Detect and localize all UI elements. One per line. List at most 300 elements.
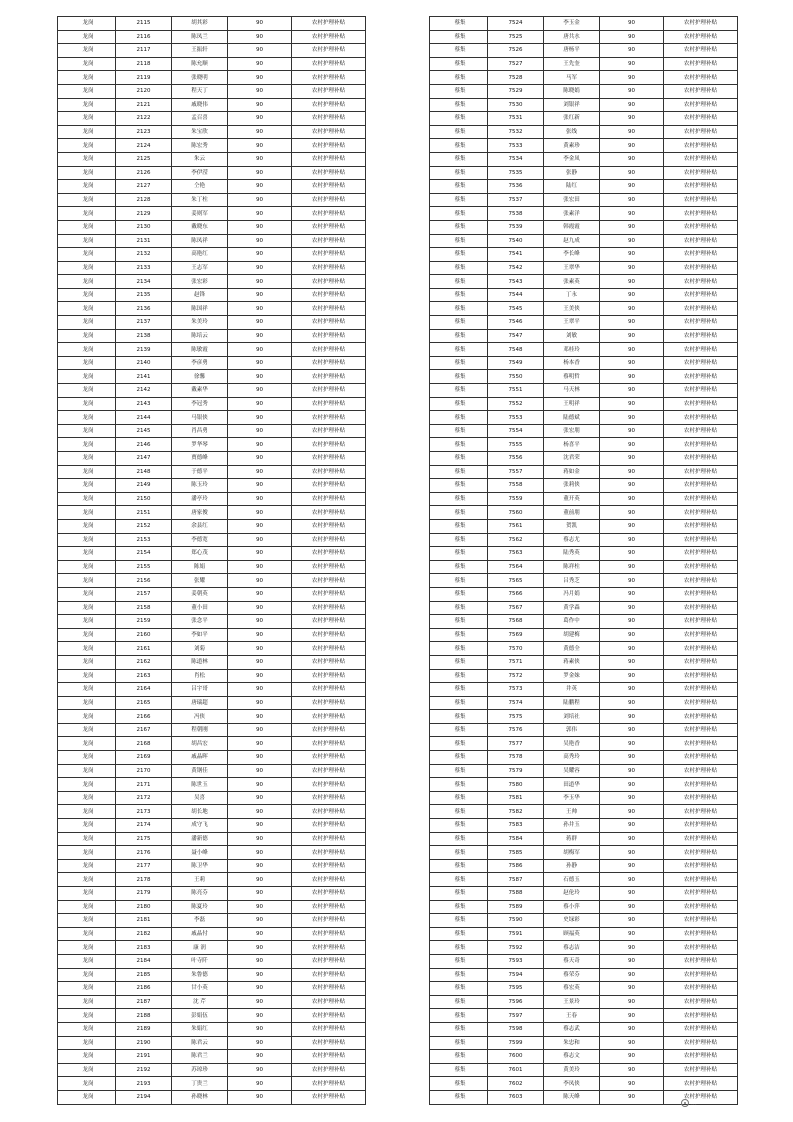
amount-cell: 90 [600,329,664,343]
name-cell: 李伊滢 [172,166,228,180]
table-row [58,166,366,180]
subsidy-type-cell: 农村护理补贴 [292,465,366,479]
id-cell: 2180 [116,900,172,914]
id-cell: 2149 [116,479,172,493]
name-cell: 朱美玲 [172,316,228,330]
id-cell: 2128 [116,193,172,207]
name-cell: 马银侠 [172,411,228,425]
village-cell: 龙岗 [58,791,116,805]
amount-cell: 90 [600,316,664,330]
amount-cell: 90 [600,737,664,751]
id-cell: 7534 [488,152,544,166]
id-cell: 7540 [488,234,544,248]
village-cell: 龙岗 [58,207,116,221]
village-cell: 龙岗 [58,17,116,31]
village-cell: 龙岗 [58,506,116,520]
village-cell: 龙岗 [58,125,116,139]
amount-cell: 90 [600,84,664,98]
name-cell: 王帅 [544,805,600,819]
amount-cell: 90 [228,316,292,330]
name-cell: 李磊 [172,914,228,928]
table-row [430,819,738,833]
subsidy-type-cell: 农村护理补贴 [292,832,366,846]
id-cell: 2178 [116,873,172,887]
village-cell: 蔡集 [430,519,488,533]
subsidy-type-cell: 农村护理补贴 [664,438,738,452]
table-row [430,601,738,615]
amount-cell: 90 [228,438,292,452]
subsidy-type-cell: 农村护理补贴 [664,152,738,166]
amount-cell: 90 [600,533,664,547]
table-row [58,669,366,683]
id-cell: 2118 [116,57,172,71]
table-row [430,737,738,751]
amount-cell: 90 [228,927,292,941]
subsidy-type-cell: 农村护理补贴 [664,628,738,642]
village-cell: 龙岗 [58,547,116,561]
id-cell: 2175 [116,832,172,846]
subsidy-type-cell: 农村护理补贴 [292,384,366,398]
village-cell: 龙岗 [58,873,116,887]
table-row [430,560,738,574]
village-cell: 龙岗 [58,859,116,873]
id-cell: 2140 [116,356,172,370]
amount-cell: 90 [228,17,292,31]
name-cell: 唐瑞超 [172,696,228,710]
table-row [58,71,366,85]
amount-cell: 90 [228,547,292,561]
name-cell: 邓桂玲 [544,343,600,357]
amount-cell: 90 [600,723,664,737]
amount-cell: 90 [600,547,664,561]
id-cell: 7548 [488,343,544,357]
subsidy-type-cell: 农村护理补贴 [664,819,738,833]
name-cell: 王春 [544,1009,600,1023]
subsidy-type-cell: 农村护理补贴 [664,44,738,58]
subsidy-type-cell: 农村护理补贴 [292,17,366,31]
name-cell: 杨喜平 [544,438,600,452]
table-row [58,302,366,316]
id-cell: 2131 [116,234,172,248]
table-row [58,778,366,792]
name-cell: 潘亭玲 [172,492,228,506]
amount-cell: 90 [600,791,664,805]
village-cell: 龙岗 [58,887,116,901]
village-cell: 龙岗 [58,452,116,466]
id-cell: 2144 [116,411,172,425]
name-cell: 韩霞霞 [544,220,600,234]
name-cell: 蔡志洁 [544,941,600,955]
subsidy-type-cell: 农村护理补贴 [292,180,366,194]
amount-cell: 90 [228,737,292,751]
subsidy-type-cell: 农村护理补贴 [292,1009,366,1023]
amount-cell: 90 [600,125,664,139]
name-cell: 陈天峰 [544,1090,600,1104]
table-row [430,669,738,683]
village-cell: 蔡集 [430,492,488,506]
table-row [58,914,366,928]
name-cell: 朱云 [172,152,228,166]
village-cell: 龙岗 [58,152,116,166]
amount-cell: 90 [600,17,664,31]
subsidy-type-cell: 农村护理补贴 [664,506,738,520]
subsidy-type-cell: 农村护理补贴 [664,723,738,737]
village-cell: 龙岗 [58,479,116,493]
name-cell: 董前朋 [544,506,600,520]
table-row [58,492,366,506]
subsidy-type-cell: 农村护理补贴 [664,791,738,805]
village-cell: 蔡集 [430,139,488,153]
table-row [430,207,738,221]
village-cell: 龙岗 [58,112,116,126]
village-cell: 蔡集 [430,560,488,574]
id-cell: 2145 [116,424,172,438]
amount-cell: 90 [600,288,664,302]
amount-cell: 90 [228,193,292,207]
village-cell: 龙岗 [58,1022,116,1036]
name-cell: 朱宝欣 [172,125,228,139]
id-cell: 7596 [488,995,544,1009]
amount-cell: 90 [228,44,292,58]
name-cell: 黄学森 [544,601,600,615]
subsidy-type-cell: 农村护理补贴 [292,424,366,438]
id-cell: 7559 [488,492,544,506]
village-cell: 龙岗 [58,57,116,71]
village-cell: 蔡集 [430,696,488,710]
table-row [430,574,738,588]
village-cell: 龙岗 [58,1009,116,1023]
table-row [58,17,366,31]
id-cell: 2154 [116,547,172,561]
table-row [430,112,738,126]
village-cell: 蔡集 [430,805,488,819]
table-row [430,954,738,968]
table-row [58,479,366,493]
name-cell: 黄德全 [544,642,600,656]
table-row [430,764,738,778]
id-cell: 7569 [488,628,544,642]
name-cell: 陈凤祥 [172,234,228,248]
name-cell: 陈亮芬 [172,887,228,901]
table-row [430,1050,738,1064]
table-row [430,98,738,112]
table-row [430,180,738,194]
name-cell: 聂小峰 [172,846,228,860]
name-cell: 戚晓伟 [172,98,228,112]
village-cell: 龙岗 [58,275,116,289]
table-row [58,411,366,425]
subsidy-type-cell: 农村护理补贴 [664,547,738,561]
name-cell: 罗金妹 [544,669,600,683]
table-row [430,900,738,914]
table-row [58,982,366,996]
table-row [58,655,366,669]
amount-cell: 90 [600,710,664,724]
id-cell: 2129 [116,207,172,221]
table-row [430,941,738,955]
id-cell: 2184 [116,954,172,968]
name-cell: 井英 [544,683,600,697]
id-cell: 2156 [116,574,172,588]
id-cell: 2169 [116,751,172,765]
id-cell: 7578 [488,751,544,765]
name-cell: 石德玉 [544,873,600,887]
amount-cell: 90 [600,370,664,384]
table-row [430,995,738,1009]
id-cell: 2189 [116,1022,172,1036]
table-row [430,628,738,642]
amount-cell: 90 [600,805,664,819]
village-cell: 龙岗 [58,995,116,1009]
table-row [58,642,366,656]
name-cell: 张念平 [172,615,228,629]
name-cell: 陆德斌 [544,411,600,425]
name-cell: 蒋如金 [544,465,600,479]
village-cell: 蔡集 [430,642,488,656]
id-cell: 2187 [116,995,172,1009]
table-row [58,98,366,112]
subsidy-type-cell: 农村护理补贴 [292,982,366,996]
id-cell: 7552 [488,397,544,411]
id-cell: 2174 [116,819,172,833]
village-cell: 蔡集 [430,995,488,1009]
table-row [58,859,366,873]
village-cell: 蔡集 [430,1063,488,1077]
table-row [430,166,738,180]
subsidy-type-cell: 农村护理补贴 [292,846,366,860]
name-cell: 郑心茂 [172,547,228,561]
id-cell: 7560 [488,506,544,520]
id-cell: 7566 [488,587,544,601]
name-cell: 冯侠 [172,710,228,724]
name-cell: 李彦勇 [172,356,228,370]
name-cell: 唐共水 [544,30,600,44]
id-cell: 2150 [116,492,172,506]
id-cell: 7586 [488,859,544,873]
name-cell: 蔡荣芬 [544,968,600,982]
subsidy-type-cell: 农村护理补贴 [292,152,366,166]
table-row [58,139,366,153]
id-cell: 2152 [116,519,172,533]
name-cell: 成守飞 [172,819,228,833]
subsidy-type-cell: 农村护理补贴 [664,112,738,126]
name-cell: 吴艳香 [544,737,600,751]
name-cell: 张素英 [544,275,600,289]
name-cell: 陈娟 [172,560,228,574]
subsidy-type-cell: 农村护理补贴 [664,927,738,941]
village-cell: 蔡集 [430,411,488,425]
id-cell: 7553 [488,411,544,425]
table-row [58,1009,366,1023]
id-cell: 7603 [488,1090,544,1104]
amount-cell: 90 [600,995,664,1009]
name-cell: 陈敏霞 [172,343,228,357]
village-cell: 蔡集 [430,900,488,914]
subsidy-type-cell: 农村护理补贴 [664,1077,738,1091]
table-row [58,995,366,1009]
amount-cell: 90 [600,900,664,914]
id-cell: 7525 [488,30,544,44]
id-cell: 2119 [116,71,172,85]
table-row [58,628,366,642]
subsidy-type-cell: 农村护理补贴 [292,98,366,112]
id-cell: 7570 [488,642,544,656]
table-row [430,329,738,343]
village-cell: 龙岗 [58,832,116,846]
id-cell: 2153 [116,533,172,547]
subsidy-type-cell: 农村护理补贴 [292,900,366,914]
subsidy-type-cell: 农村护理补贴 [664,180,738,194]
amount-cell: 90 [228,655,292,669]
amount-cell: 90 [228,778,292,792]
village-cell: 龙岗 [58,465,116,479]
village-cell: 蔡集 [430,927,488,941]
table-row [58,954,366,968]
id-cell: 7590 [488,914,544,928]
id-cell: 2165 [116,696,172,710]
id-cell: 7562 [488,533,544,547]
subsidy-type-cell: 农村护理补贴 [292,968,366,982]
subsidy-type-cell: 农村护理补贴 [664,655,738,669]
id-cell: 2127 [116,180,172,194]
amount-cell: 90 [228,982,292,996]
name-cell: 甘小英 [172,982,228,996]
village-cell: 龙岗 [58,737,116,751]
village-cell: 龙岗 [58,1036,116,1050]
village-cell: 龙岗 [58,519,116,533]
table-row [430,411,738,425]
subsidy-type-cell: 农村护理补贴 [664,234,738,248]
table-row [430,968,738,982]
village-cell: 蔡集 [430,166,488,180]
subsidy-type-cell: 农村护理补贴 [664,683,738,697]
amount-cell: 90 [600,98,664,112]
id-cell: 2130 [116,220,172,234]
id-cell: 2162 [116,655,172,669]
id-cell: 2179 [116,887,172,901]
village-cell: 蔡集 [430,954,488,968]
amount-cell: 90 [600,941,664,955]
amount-cell: 90 [228,424,292,438]
amount-cell: 90 [228,560,292,574]
name-cell: 陈卫华 [172,859,228,873]
name-cell: 张莉侠 [544,479,600,493]
table-row [430,914,738,928]
village-cell: 龙岗 [58,751,116,765]
table-row [430,220,738,234]
table-row [430,397,738,411]
amount-cell: 90 [228,98,292,112]
table-row [430,193,738,207]
id-cell: 7593 [488,954,544,968]
table-row [430,655,738,669]
village-cell: 龙岗 [58,343,116,357]
village-cell: 龙岗 [58,683,116,697]
village-cell: 蔡集 [430,180,488,194]
table-row [58,927,366,941]
table-row [58,248,366,262]
table-row [58,30,366,44]
table-row [58,84,366,98]
name-cell: 张素洋 [544,207,600,221]
amount-cell: 90 [228,710,292,724]
amount-cell: 90 [228,751,292,765]
name-cell: 刘银祥 [544,98,600,112]
name-cell: 蔡宏英 [544,982,600,996]
village-cell: 蔡集 [430,452,488,466]
subsidy-type-cell: 农村护理补贴 [292,574,366,588]
table-row [58,683,366,697]
subsidy-type-cell: 农村护理补贴 [664,302,738,316]
id-cell: 7547 [488,329,544,343]
amount-cell: 90 [228,30,292,44]
id-cell: 7550 [488,370,544,384]
name-cell: 戴晓东 [172,220,228,234]
subsidy-type-cell: 农村护理补贴 [664,316,738,330]
id-cell: 7574 [488,696,544,710]
village-cell: 蔡集 [430,819,488,833]
amount-cell: 90 [228,642,292,656]
amount-cell: 90 [228,248,292,262]
table-row [430,832,738,846]
subsidy-type-cell: 农村护理补贴 [292,57,366,71]
name-cell: 刘培社 [544,710,600,724]
village-cell: 蔡集 [430,288,488,302]
amount-cell: 90 [600,873,664,887]
amount-cell: 90 [600,642,664,656]
id-cell: 7564 [488,560,544,574]
amount-cell: 90 [600,356,664,370]
id-cell: 7594 [488,968,544,982]
table-row [58,384,366,398]
name-cell: 陆秀英 [544,547,600,561]
subsidy-type-cell: 农村护理补贴 [664,166,738,180]
subsidy-type-cell: 农村护理补贴 [664,519,738,533]
village-cell: 蔡集 [430,17,488,31]
id-cell: 2155 [116,560,172,574]
village-cell: 蔡集 [430,98,488,112]
village-cell: 龙岗 [58,927,116,941]
name-cell: 戴素华 [172,384,228,398]
subsidy-type-cell: 农村护理补贴 [664,1009,738,1023]
village-cell: 龙岗 [58,438,116,452]
amount-cell: 90 [600,180,664,194]
table-row [430,696,738,710]
id-cell: 7524 [488,17,544,31]
id-cell: 2191 [116,1050,172,1064]
name-cell: 李玉金 [544,17,600,31]
name-cell: 陈君兰 [172,1050,228,1064]
name-cell: 王莉 [172,873,228,887]
amount-cell: 90 [600,1009,664,1023]
id-cell: 7600 [488,1050,544,1064]
village-cell: 龙岗 [58,778,116,792]
village-cell: 蔡集 [430,71,488,85]
table-row [58,220,366,234]
id-cell: 7601 [488,1063,544,1077]
village-cell: 蔡集 [430,57,488,71]
subsidy-type-cell: 农村护理补贴 [664,764,738,778]
amount-cell: 90 [228,846,292,860]
subsidy-type-cell: 农村护理补贴 [292,261,366,275]
amount-cell: 90 [228,370,292,384]
amount-cell: 90 [600,628,664,642]
name-cell: 黄素珍 [544,139,600,153]
id-cell: 2143 [116,397,172,411]
amount-cell: 90 [228,628,292,642]
village-cell: 龙岗 [58,846,116,860]
amount-cell: 90 [228,288,292,302]
